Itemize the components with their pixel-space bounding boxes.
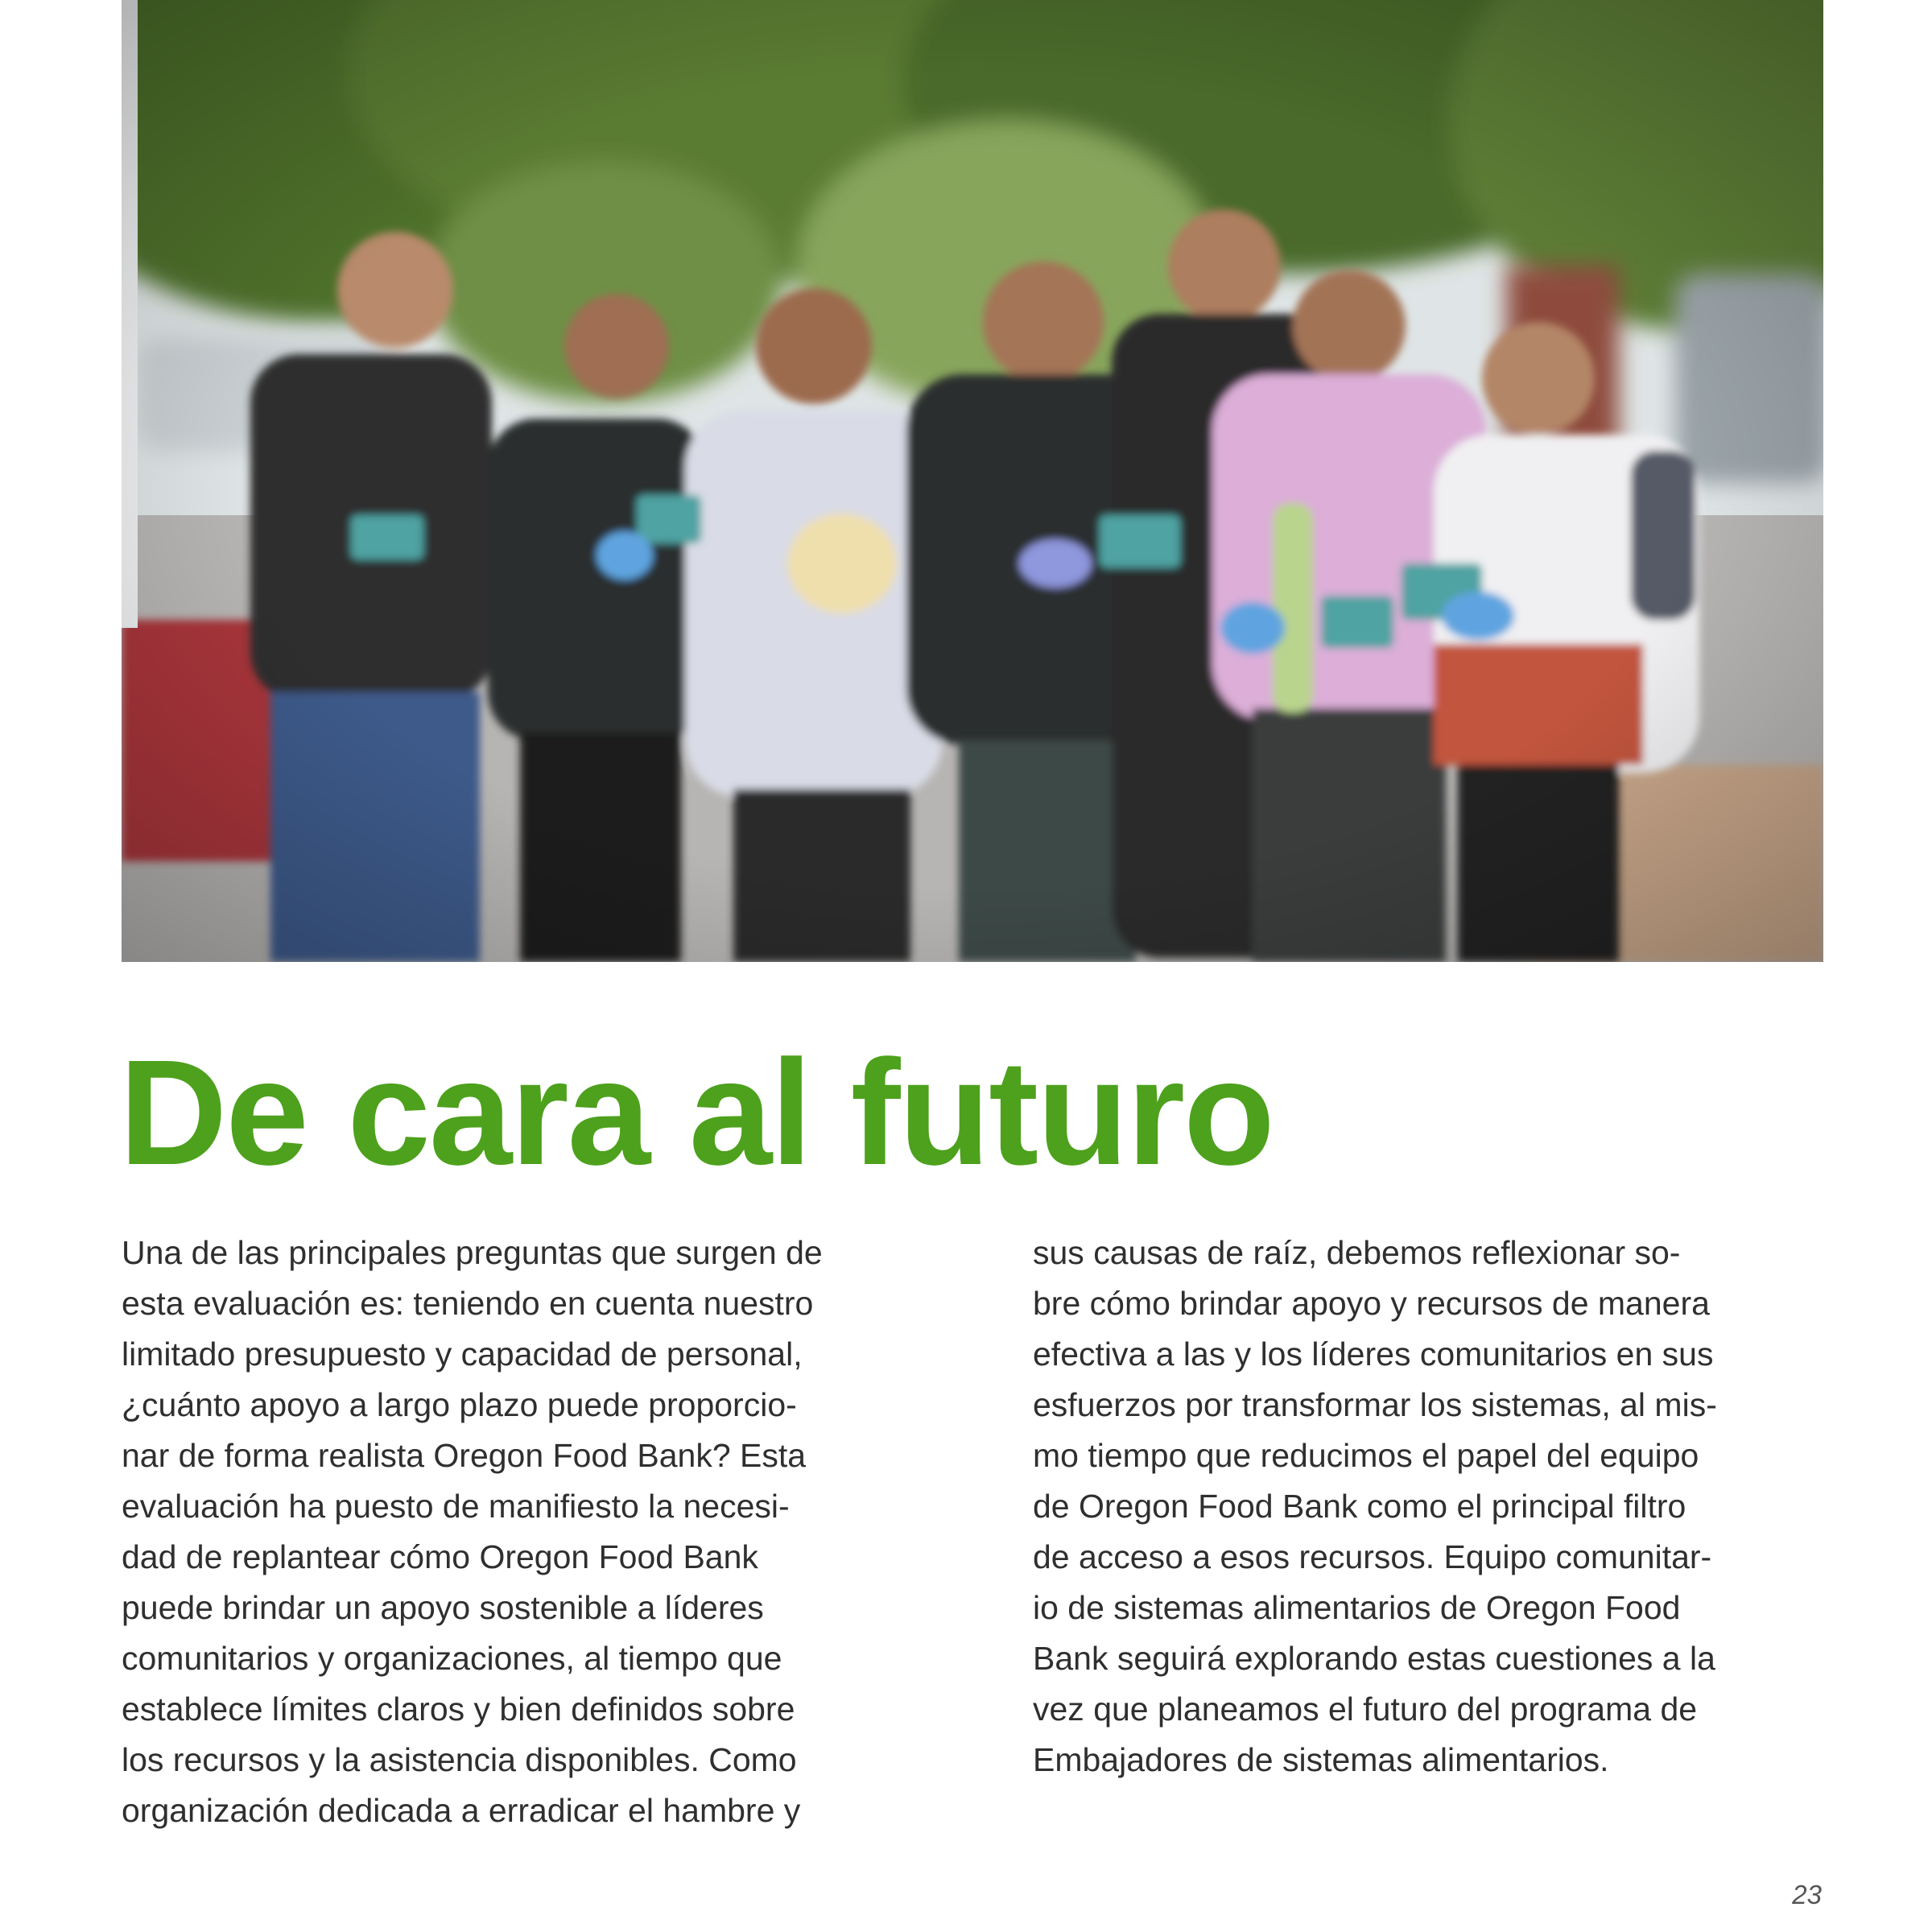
- body-line: Una de las principales preguntas que surgen de: [122, 1234, 823, 1271]
- page-title: De cara al futuro: [119, 1030, 1274, 1196]
- page-number: 23: [1792, 1880, 1822, 1909]
- body-line: limitado presupuesto y capacidad de personal,: [122, 1335, 803, 1373]
- body-line: nar de forma realista Oregon Food Bank? Esta: [122, 1437, 807, 1474]
- body-line: mo tiempo que reducimos el papel del equipo: [1033, 1437, 1699, 1474]
- body-line: esfuerzos por transformar los sistemas, al mis-: [1033, 1386, 1717, 1423]
- volunteers-photo: [122, 0, 1823, 962]
- body-line: establece límites claros y bien definidos sobre: [122, 1690, 795, 1728]
- body-line: sus causas de raíz, debemos reflexionar so-: [1033, 1234, 1681, 1271]
- body-line: los recursos y la asistencia disponibles. Como: [122, 1741, 797, 1778]
- body-column-left: [122, 1228, 935, 1836]
- body-line: dad de replantear cómo Oregon Food Bank: [122, 1538, 758, 1575]
- body-line: esta evaluación es: teniendo en cuenta nuestro: [122, 1285, 814, 1322]
- body-line: evaluación ha puesto de manifiesto la necesi-: [122, 1488, 790, 1525]
- body-line: organización dedicada a erradicar el hambre y: [122, 1792, 801, 1829]
- body-line: bre cómo brindar apoyo y recursos de manera: [1033, 1285, 1710, 1322]
- body-line: de acceso a esos recursos. Equipo comunitar-: [1033, 1538, 1712, 1575]
- body-line: vez que planeamos el futuro del programa de: [1033, 1690, 1698, 1728]
- body-line: efectiva a las y los líderes comunitarios en sus: [1033, 1335, 1714, 1373]
- volunteers-photo-illustration: [122, 0, 1823, 962]
- body-line: Bank seguirá explorando estas cuestiones a la: [1033, 1640, 1715, 1677]
- body-line: ¿cuánto apoyo a largo plazo puede proporcio-: [122, 1386, 797, 1423]
- body-column-right: [1033, 1228, 1846, 1785]
- body-line: Embajadores de sistemas alimentarios.: [1033, 1741, 1609, 1778]
- body-line: io de sistemas alimentarios de Oregon Food: [1033, 1589, 1681, 1626]
- body-line: puede brindar un apoyo sostenible a líderes: [122, 1589, 764, 1626]
- body-line: de Oregon Food Bank como el principal filtro: [1033, 1488, 1686, 1525]
- photo-vignette: [122, 0, 1823, 962]
- body-line: comunitarios y organizaciones, al tiempo que: [122, 1640, 782, 1677]
